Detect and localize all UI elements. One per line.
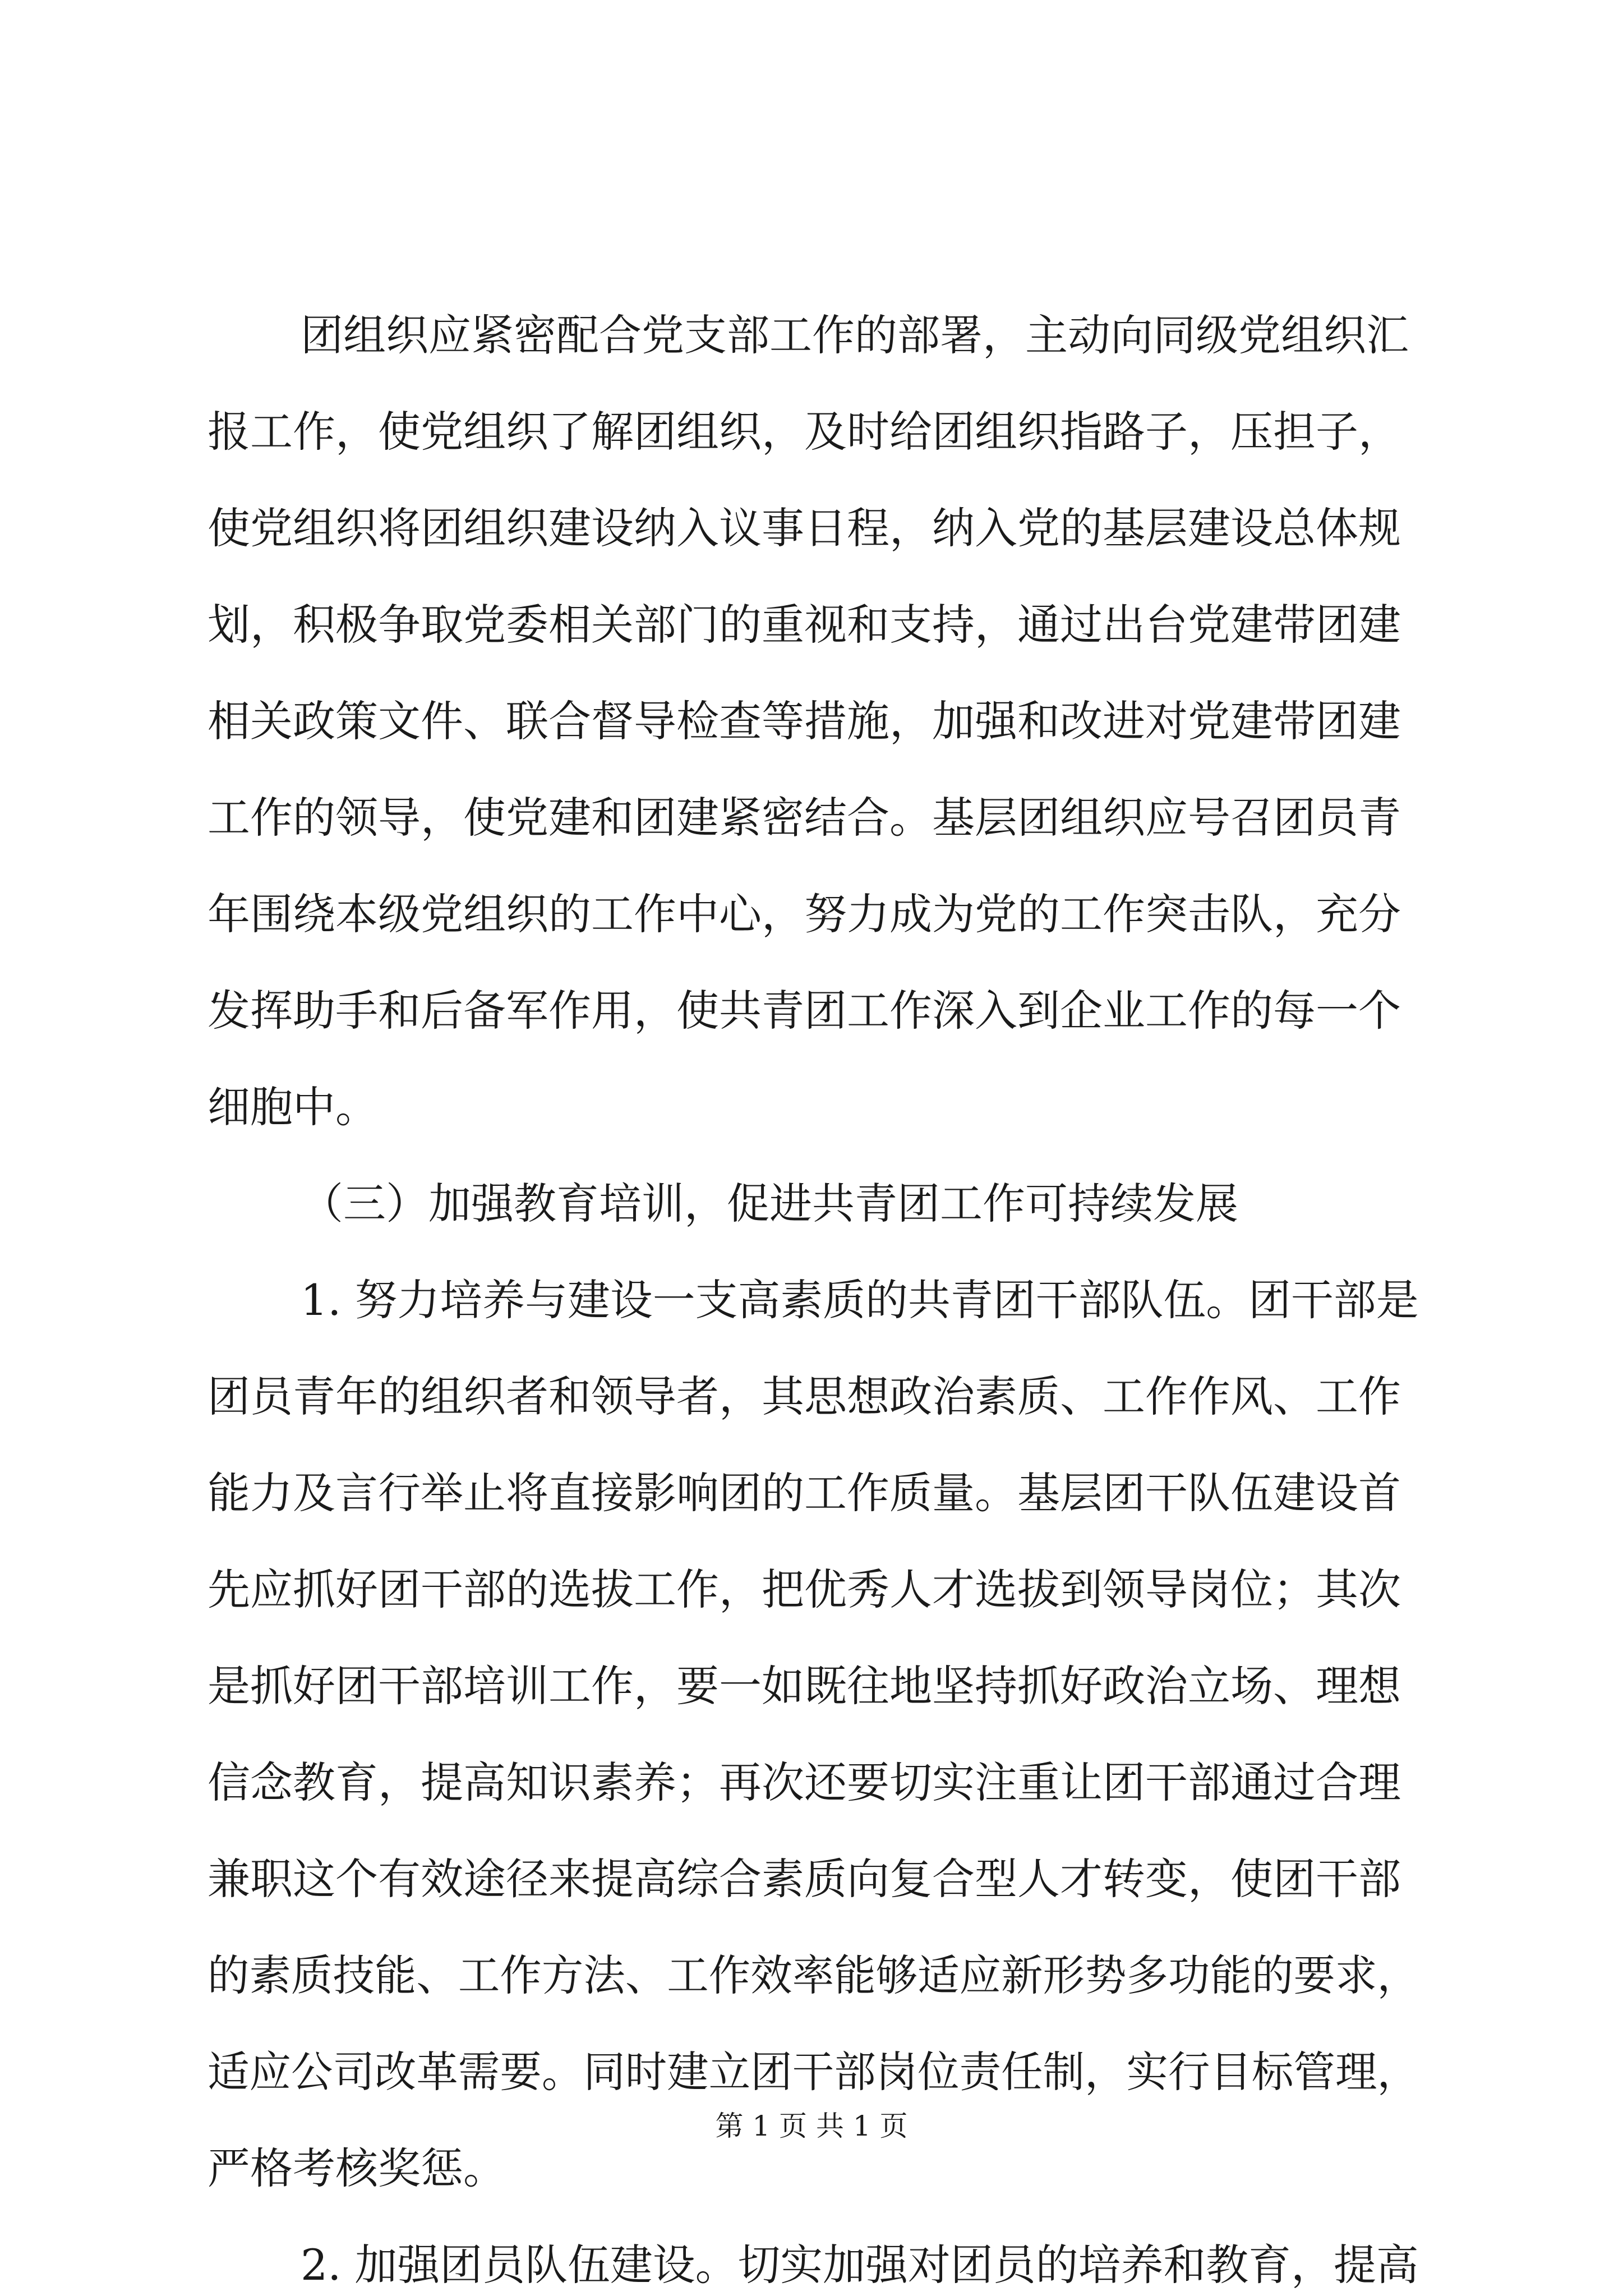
paragraph-line: 年围绕本级党组织的工作中心，努力成为党的工作突击队，充分 — [208, 889, 1401, 939]
paragraph-line: 1. 努力培养与建设一支高素质的共青团干部队伍。团干部是 — [301, 1275, 1419, 1325]
paragraph-line: 先应抓好团干部的选拔工作，把优秀人才选拔到领导岗位；其次 — [208, 1565, 1401, 1614]
paragraph-line: 严格考核奖惩。 — [208, 2143, 506, 2193]
paragraph-line: 相关政策文件、联合督导检查等措施，加强和改进对党建带团建 — [208, 696, 1401, 746]
paragraph-line: 兼职这个有效途径来提高综合素质向复合型人才转变，使团干部 — [208, 1854, 1401, 1904]
paragraph-line: 工作的领导，使党建和团建紧密结合。基层团组织应号召团员青 — [208, 793, 1401, 843]
paragraph-line: 的素质技能、工作方法、工作效率能够适应新形势多功能的要求， — [208, 1950, 1419, 2000]
paragraph-line: 划，积极争取党委相关部门的重视和支持，通过出台党建带团建 — [208, 600, 1401, 650]
paragraph-line: 报工作，使党组织了解团组织，及时给团组织指路子，压担子， — [208, 407, 1401, 457]
paragraph-line: 细胞中。 — [208, 1082, 378, 1132]
section-heading: （三）加强教育培训，促进共青团工作可持续发展 — [301, 1179, 1238, 1228]
paragraph-line: 信念教育，提高知识素养；再次还要切实注重让团干部通过合理 — [208, 1757, 1401, 1807]
page-number-footer: 第 1 页 共 1 页 — [715, 2110, 908, 2142]
paragraph-line: 2. 加强团员队伍建设。切实加强对团员的培养和教育，提高 — [301, 2240, 1419, 2290]
paragraph-line: 能力及言行举止将直接影响团的工作质量。基层团干队伍建设首 — [208, 1468, 1401, 1518]
paragraph-line: 使党组织将团组织建设纳入议事日程，纳入党的基层建设总体规 — [208, 503, 1401, 553]
paragraph-line: 发挥助手和后备军作用，使共青团工作深入到企业工作的每一个 — [208, 986, 1401, 1036]
paragraph-line: 团员青年的组织者和领导者，其思想政治素质、工作作风、工作 — [208, 1372, 1401, 1421]
paragraph-line: 团组织应紧密配合党支部工作的部署，主动向同级党组织汇 — [301, 310, 1409, 360]
paragraph-line: 是抓好团干部培训工作，要一如既往地坚持抓好政治立场、理想 — [208, 1661, 1401, 1711]
paragraph-line: 适应公司改革需要。同时建立团干部岗位责任制，实行目标管理， — [208, 2047, 1419, 2097]
